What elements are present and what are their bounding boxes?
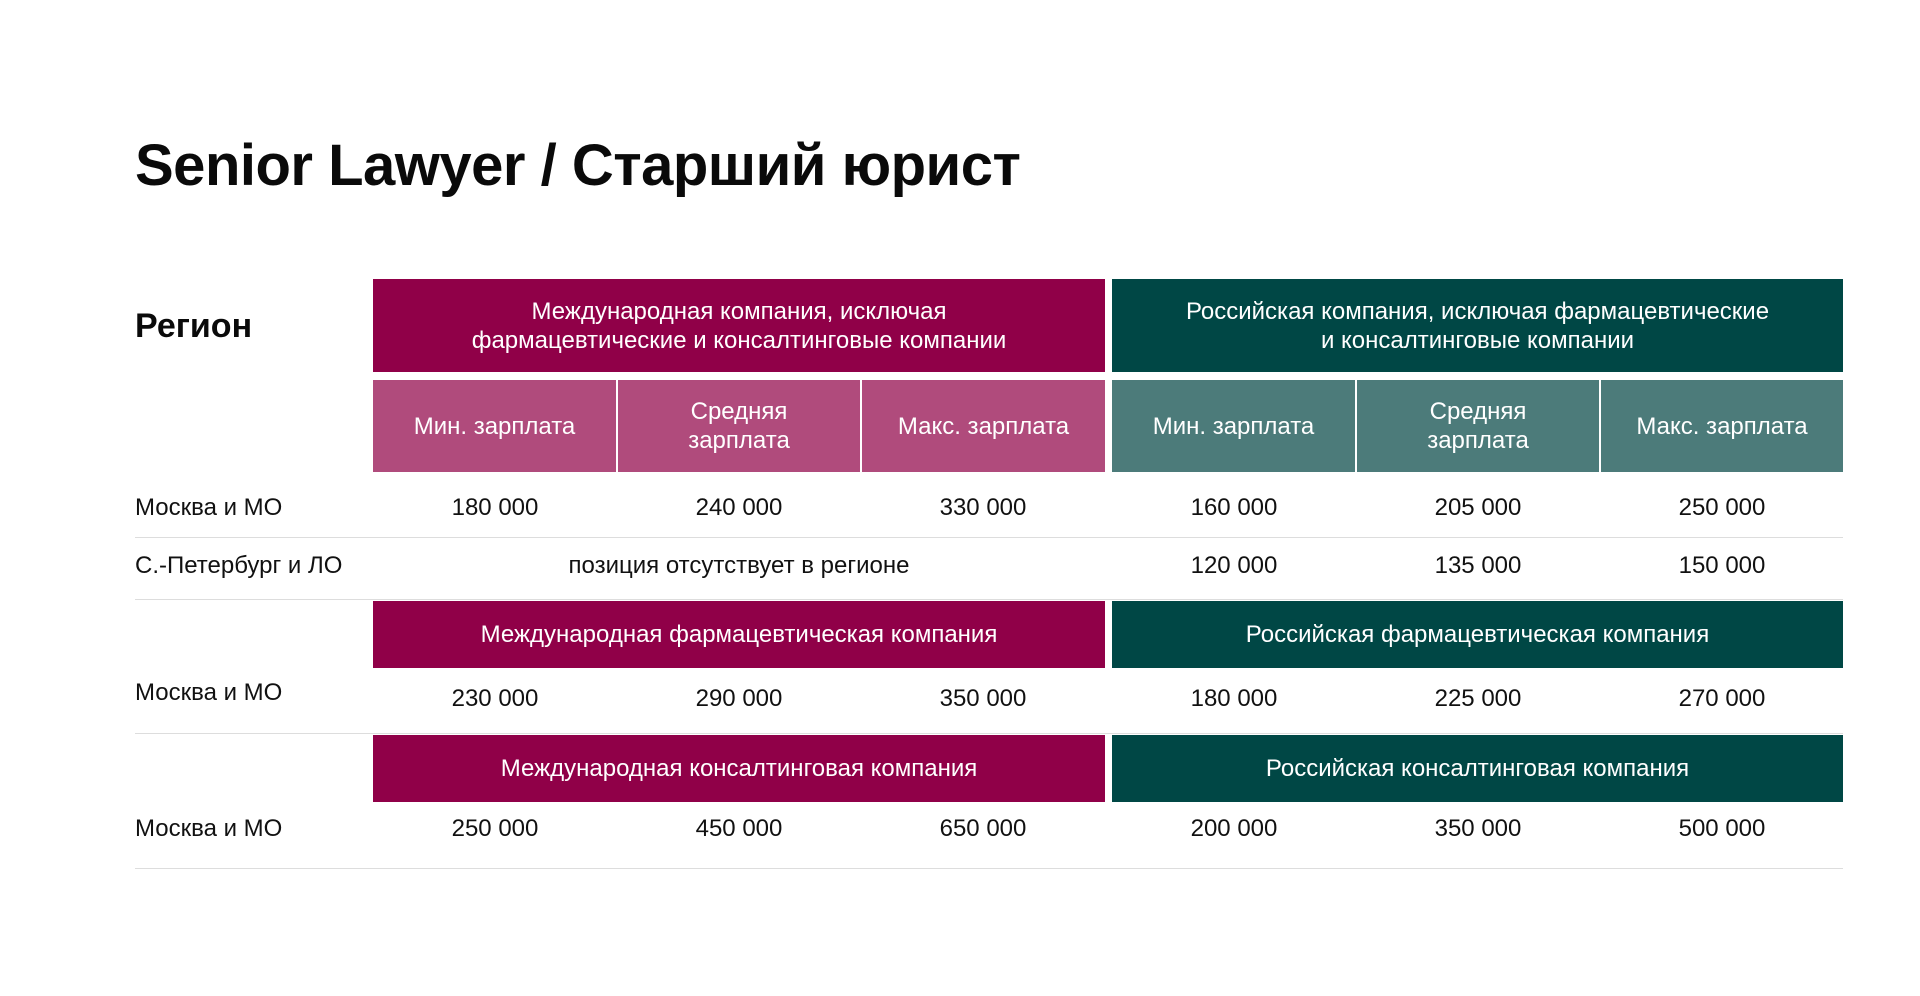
value-cell: 120 000 [1190, 552, 1278, 579]
value-cell: 450 000 [695, 815, 783, 842]
region-cell: С.-Петербург и ЛО [135, 552, 343, 579]
region-cell: Москва и МО [135, 679, 283, 706]
intl-group-header-line1: Международная компания, исключая [531, 297, 947, 325]
intl-min-subheader: Мин. зарплата [373, 380, 616, 472]
value-cell: 330 000 [939, 494, 1027, 521]
ru-group-header [1112, 279, 1843, 372]
value-cell: 205 000 [1434, 494, 1522, 521]
intl-consulting-header: Международная консалтинговая компания [373, 735, 1105, 802]
intl-max-subheader: Макс. зарплата [862, 380, 1105, 472]
ru-group-header-line2: и консалтинговые компании [1320, 326, 1635, 354]
region-cell: Москва и МО [135, 494, 283, 521]
ru-avg-subheader-line1: Средняя [1429, 398, 1527, 425]
intl-pharma-header: Международная фармацевтическая компания [373, 601, 1105, 668]
ru-avg-subheader-line2: зарплата [1427, 427, 1529, 454]
region-cell: Москва и МО [135, 815, 283, 842]
value-cell: 180 000 [1190, 685, 1278, 712]
intl-group-header [373, 279, 1105, 372]
intl-avg-subheader-line1: Средняя [690, 398, 788, 425]
value-cell: 150 000 [1678, 552, 1766, 579]
ru-min-subheader: Мин. зарплата [1112, 380, 1355, 472]
ru-avg-subheader [1357, 380, 1599, 472]
value-cell: 270 000 [1678, 685, 1766, 712]
row-separator [135, 868, 1843, 869]
value-cell: 650 000 [939, 815, 1027, 842]
row-separator [135, 537, 1843, 538]
intl-group-header-line2: фармацевтические и консалтинговые компании [471, 326, 1007, 354]
ru-max-subheader: Макс. зарплата [1601, 380, 1843, 472]
page-title: Senior Lawyer / Старший юрист [135, 133, 1021, 198]
value-cell: 250 000 [1678, 494, 1766, 521]
ru-pharma-header: Российская фармацевтическая компания [1112, 601, 1843, 668]
value-cell: 290 000 [695, 685, 783, 712]
intl-avg-subheader [618, 380, 860, 472]
value-cell: 225 000 [1434, 685, 1522, 712]
absent-note: позиция отсутствует в регионе [568, 552, 910, 579]
value-cell: 160 000 [1190, 494, 1278, 521]
row-separator [135, 733, 1843, 734]
value-cell: 250 000 [451, 815, 539, 842]
value-cell: 500 000 [1678, 815, 1766, 842]
value-cell: 135 000 [1434, 552, 1522, 579]
region-header: Регион [135, 307, 253, 345]
value-cell: 350 000 [1434, 815, 1522, 842]
row-separator [135, 599, 1843, 600]
value-cell: 200 000 [1190, 815, 1278, 842]
ru-group-header-line1: Российская компания, исключая фармацевтические [1185, 297, 1770, 325]
ru-consulting-header: Российская консалтинговая компания [1112, 735, 1843, 802]
value-cell: 230 000 [451, 685, 539, 712]
intl-avg-subheader-line2: зарплата [688, 427, 790, 454]
value-cell: 240 000 [695, 494, 783, 521]
value-cell: 180 000 [451, 494, 539, 521]
value-cell: 350 000 [939, 685, 1027, 712]
